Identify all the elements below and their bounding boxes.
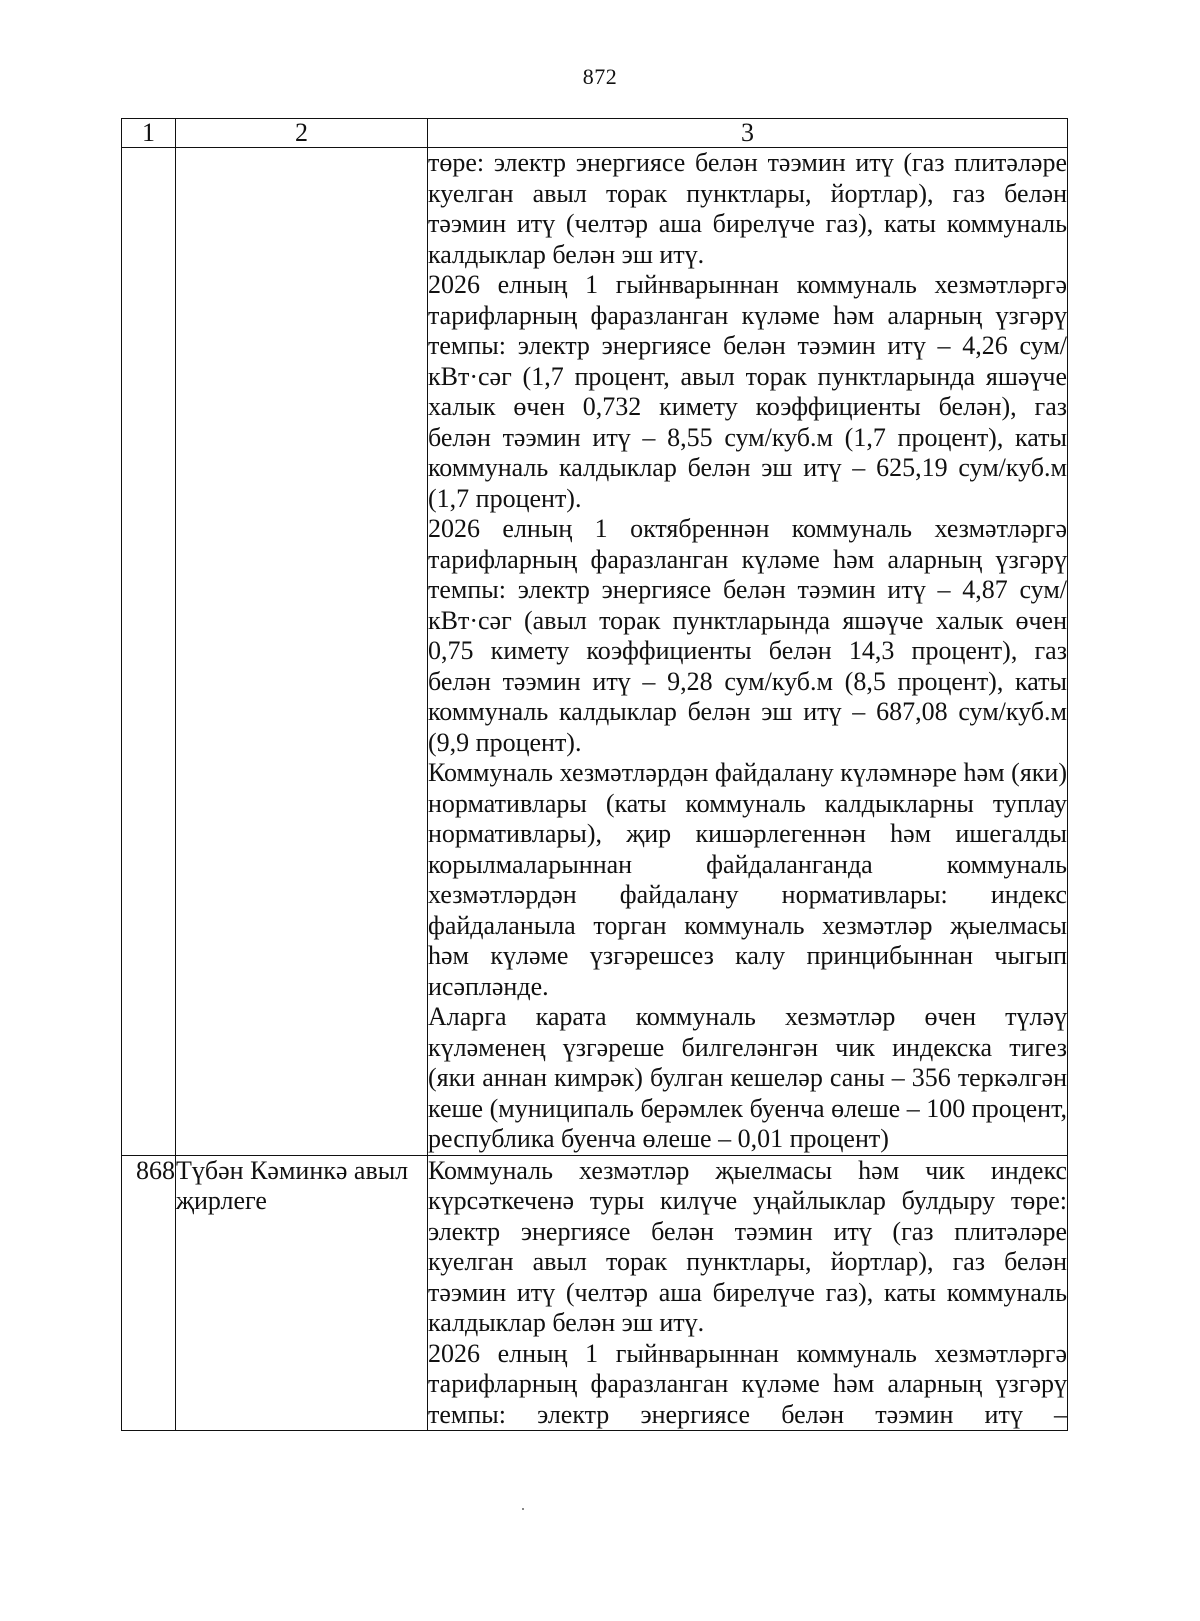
table-row [122,1155,1068,1431]
row-number: 868 [122,1155,176,1431]
scan-artifact [522,1508,524,1510]
description-paragraph: Коммуналь хезмәтләрдән файдалану күләмнәре һәм (яки) нормативлары (каты коммуналь калдыкларны туплау нормативлары), җир кишәрлегеннән һәм ишегалды корылмаларыннан файдаланганда коммуналь хезмәтләрдән файдалану нормативлары: индекс файдаланыла торган коммуналь хезмәтләр җыелмасы һәм күләме үзгәрешсез калу принцибыннан чыгып исәпләнде. [428,758,1067,1001]
description-cell [428,148,1068,1156]
description-cell [428,1155,1068,1431]
column-header-3: 3 [428,119,1068,148]
page-number: 872 [582,64,618,89]
table-row [122,148,1068,1156]
document-table [121,118,1068,1431]
column-header-2: 2 [176,119,428,148]
settlement-name [176,148,428,1156]
settlement-name: Түбән Кәминкә авыл җирлеге [176,1155,428,1431]
column-header-1: 1 [122,119,176,148]
description-paragraph: 2026 елның 1 гыйнварыннан коммуналь хезмәтләргә тарифларның фаразланган күләме һәм аларның үзгәрү темпы: электр энергиясе белән тәэмин итү – 4,26 сум/кВт·сәг (1,7 процент, авыл торак пунктларында яшәүче халык өчен 0,732 кимету коэффициенты белән), газ белән тәэмин итү – 8,55 сум/куб.м (1,7 процент), каты коммуналь калдыклар белән эш итү – 625,19 сум/куб.м (1,7 процент). [428,270,1067,513]
description-paragraph: төре: электр энергиясе белән тәэмин итү (газ плитәләре куелган авыл торак пунктлары, йортлар), газ белән тәэмин итү (челтәр аша бирелүче газ), каты коммуналь калдыклар белән эш итү. [428,148,1067,269]
row-number [122,148,176,1156]
description-paragraph: Коммуналь хезмәтләр җыелмасы һәм чик индекс күрсәткеченә туры килүче уңайлыклар булдыру төре: электр энергиясе белән тәэмин итү (газ плитәләре куелган авыл торак пунктлары, йортлар), газ белән тәэмин итү (челтәр аша бирелүче газ), каты коммуналь калдыклар белән эш итү. [428,1155,1067,1337]
description-paragraph: 2026 елның 1 гыйнварыннан коммуналь хезмәтләргә тарифларның фаразланган күләме һәм аларның үзгәрү темпы: электр энергиясе белән тәэмин итү – [428,1338,1067,1429]
description-paragraph: Аларга карата коммуналь хезмәтләр өчен түләү күләменең үзгәреше билгеләнгән чик индекска тигез (яки аннан кимрәк) булган кешеләр саны – 356 теркәлгән кеше (муниципаль берәмлек буенча өлеше – 100 процент, республика буенча өлеше – 0,01 процент) [428,1002,1067,1153]
description-paragraph: 2026 елның 1 октябреннән коммуналь хезмәтләргә тарифларның фаразланган күләме һәм аларның үзгәрү темпы: электр энергиясе белән тәэмин итү – 4,87 сум/кВт·сәг (авыл торак пунктларында яшәүче халык өчен 0,75 кимету коэффициенты белән 14,3 процент), газ белән тәэмин итү – 9,28 сум/куб.м (8,5 процент), каты коммуналь калдыклар белән эш итү – 687,08 сум/куб.м (9,9 процент). [428,514,1067,757]
table-header-row [122,119,1068,148]
